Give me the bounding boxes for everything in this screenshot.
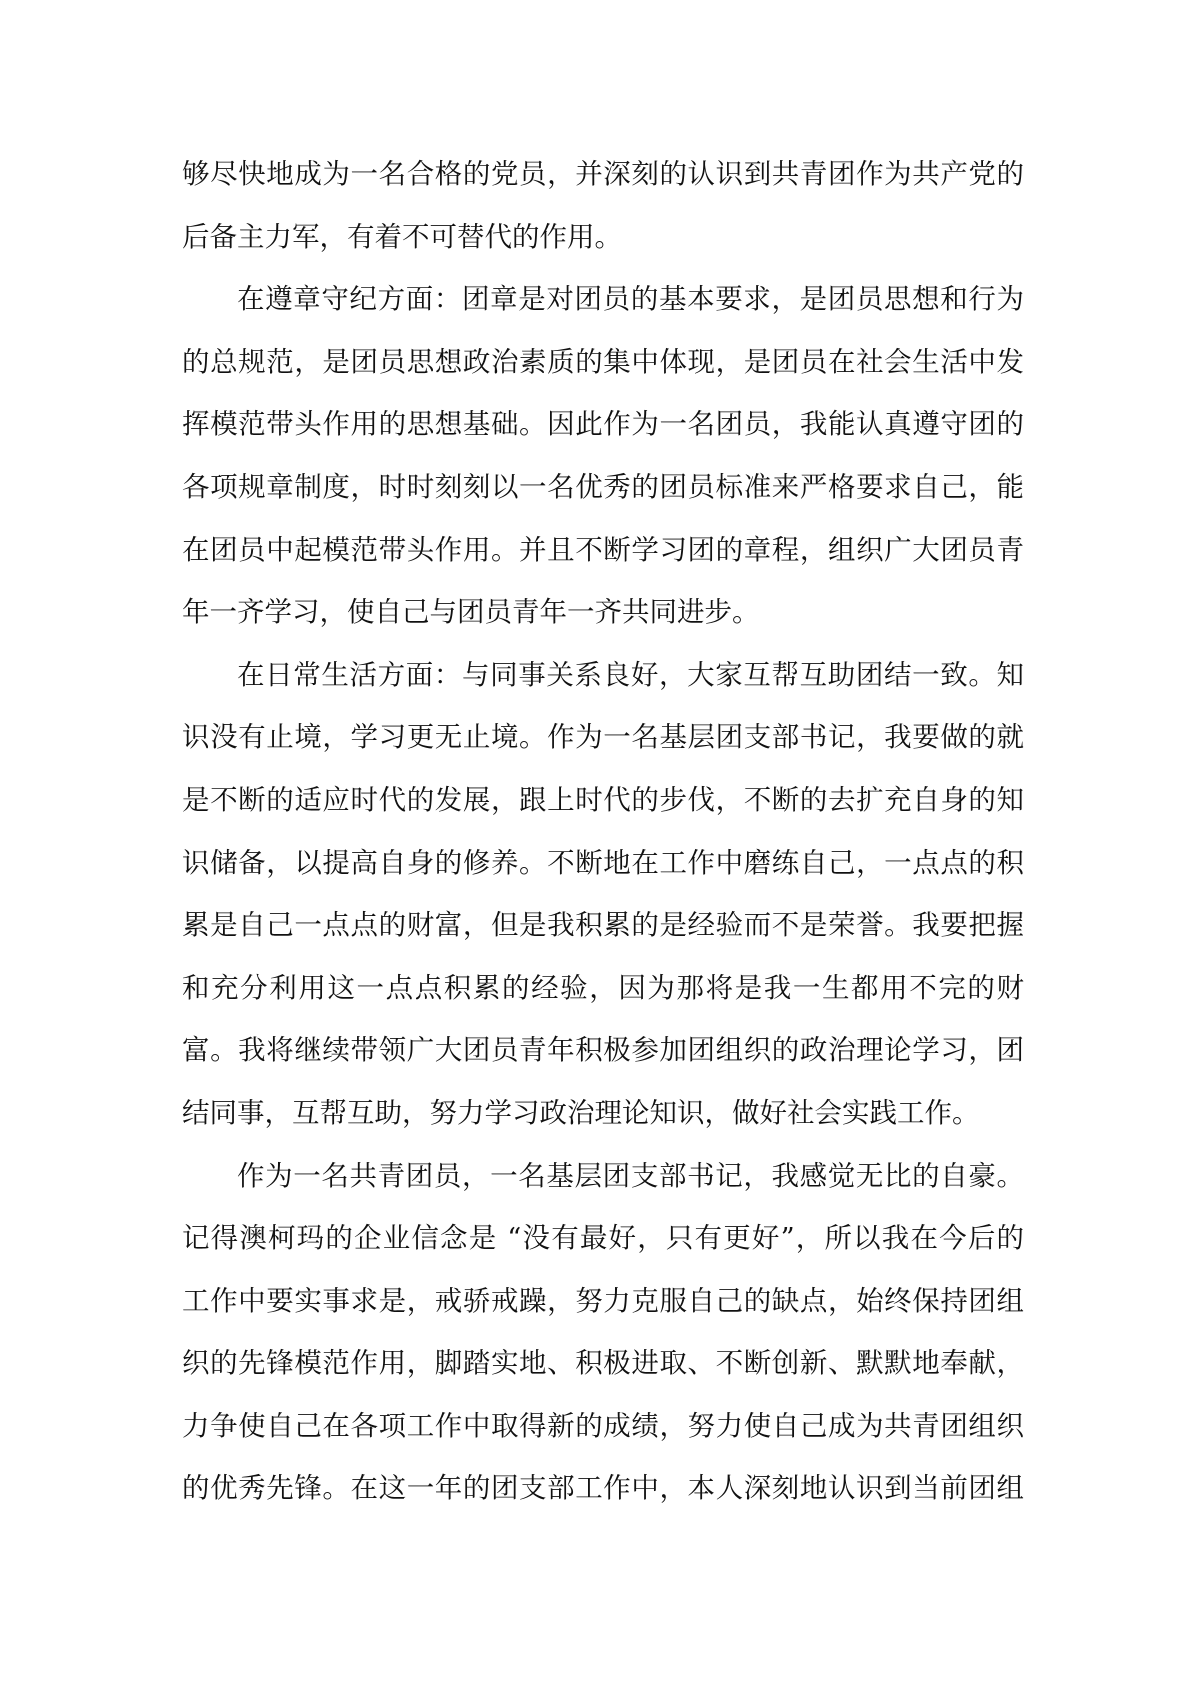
text-line: 记得澳柯玛的企业信念是 “没有最好，只有更好”，所以我在今后的 [182, 1222, 1024, 1255]
text-line: 识没有止境，学习更无止境。作为一名基层团支部书记，我要做的就 [182, 721, 1024, 754]
text-line: 作为一名共青团员，一名基层团支部书记，我感觉无比的自豪。 [237, 1159, 1024, 1192]
text-line: 结同事，互帮互助，努力学习政治理论知识，做好社会实践工作。 [182, 1096, 980, 1129]
text-line: 的总规范，是团员思想政治素质的集中体现，是团员在社会生活中发 [182, 345, 1024, 378]
text-line: 是不断的适应时代的发展，跟上时代的步伐，不断的去扩充自身的知 [182, 783, 1024, 816]
text-line: 的优秀先锋。在这一年的团支部工作中，本人深刻地认识到当前团组 [182, 1472, 1024, 1505]
text-line: 织的先锋模范作用，脚踏实地、积极进取、不断创新、默默地奉献， [182, 1347, 1024, 1380]
text-line: 在日常生活方面：与同事关系良好，大家互帮互助团结一致。知 [237, 658, 1024, 691]
text-line: 后备主力军，有着不可替代的作用。 [182, 220, 622, 253]
text-line: 力争使自己在各项工作中取得新的成绩，努力使自己成为共青团组织 [182, 1409, 1024, 1442]
text-line: 识储备，以提高自身的修养。不断地在工作中磨练自己，一点点的积 [182, 846, 1024, 879]
text-line: 够尽快地成为一名合格的党员，并深刻的认识到共青团作为共产党的 [182, 158, 1024, 190]
text-line: 各项规章制度，时时刻刻以一名优秀的团员标准来严格要求自己，能 [182, 470, 1024, 503]
document-page [182, 143, 1024, 1520]
text-line: 挥模范带头作用的思想基础。因此作为一名团员，我能认真遵守团的 [182, 408, 1024, 441]
text-line: 富。我将继续带领广大团员青年积极参加团组织的政治理论学习，团 [182, 1034, 1024, 1067]
text-line: 和充分利用这一点点积累的经验，因为那将是我一生都用不完的财 [182, 971, 1024, 1004]
text-line: 年一齐学习，使自己与团员青年一齐共同进步。 [182, 596, 760, 629]
text-line: 在团员中起模范带头作用。并且不断学习团的章程，组织广大团员青 [182, 533, 1024, 566]
text-line: 累是自己一点点的财富，但是我积累的是经验而不是荣誉。我要把握 [182, 909, 1024, 942]
text-line: 工作中要实事求是，戒骄戒躁，努力克服自己的缺点，始终保持团组 [182, 1284, 1024, 1317]
text-line: 在遵章守纪方面：团章是对团员的基本要求，是团员思想和行为 [237, 283, 1024, 316]
